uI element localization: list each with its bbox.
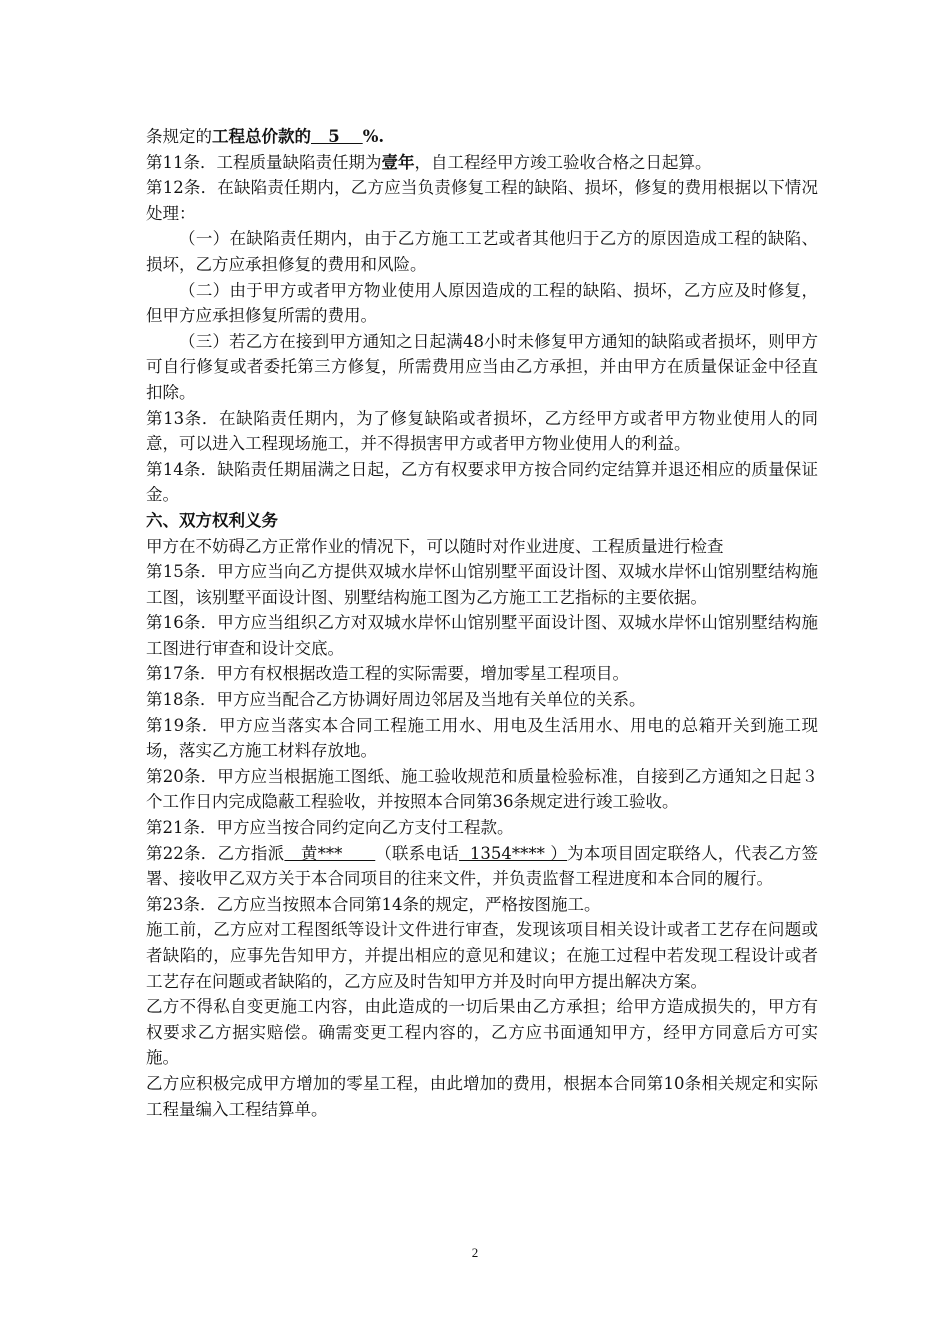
page-number: 2: [471, 1245, 479, 1260]
text: 第11条．工程质量缺陷责任期为: [146, 152, 382, 172]
section-heading-6: 六、双方权利义务: [146, 510, 278, 530]
text: 条规定的: [146, 127, 212, 146]
clause-19: 第19条．甲方应当落实本合同工程施工用水、用电及生活用水、用电的总箱开关到施工现场，落实乙方施工材料存放地。: [146, 715, 818, 761]
text: 第22条．乙方指派: [146, 843, 285, 863]
text: ，自工程经甲方竣工验收合格之日起算。: [414, 152, 712, 172]
clause-15: 第15条．甲方应当向乙方提供双城水岸怀山馆别墅平面设计图、双城水岸怀山馆别墅结构施工图，该别墅平面设计图、别墅结构施工图为乙方施工工艺指标的主要依据。: [146, 562, 818, 607]
clause-23-para-3: 乙方应积极完成甲方增加的零星工程，由此增加的费用，根据本合同第10条相关规定和实际工程量编入工程结算单。: [146, 1073, 818, 1119]
clause-22: [146, 841, 818, 892]
contact-name: 黄***: [284, 843, 376, 863]
section-6-intro: 甲方在不妨碍乙方正常作业的情况下，可以随时对作业进度、工程质量进行检查: [146, 536, 724, 556]
text: （联系电话: [375, 843, 459, 863]
percent-sign: %.: [362, 127, 385, 146]
clause-12-item-1: （一）在缺陷责任期内，由于乙方施工工艺或者其他归于乙方的原因造成工程的缺陷、损坏，乙方应承担修复的费用和风险。: [146, 229, 818, 274]
clause-23: 第23条．乙方应当按照本合同第14条的规定，严格按图施工。: [146, 894, 601, 914]
clause-23-para-1: 施工前，乙方应对工程图纸等设计文件进行审查，发现该项目相关设计或者工艺存在问题或者缺陷的，应事先告知甲方，并提出相应的意见和建议；在施工过程中若发现工程设计或者工艺存在问题或者缺陷的，乙方应及时告知甲方并及时向甲方提出解决方案。: [146, 920, 818, 991]
clause-17: 第17条．甲方有权根据改造工程的实际需要，增加零星工程项目。: [146, 664, 629, 684]
clause-12-item-3: （三）若乙方在接到甲方通知之日起满48小时未修复甲方通知的缺陷或者损坏，则甲方可自行修复或者委托第三方修复，所需费用应当由乙方承担，并由甲方在质量保证金中径直扣除。: [146, 331, 818, 402]
clause-20: 第20条．甲方应当根据施工图纸、施工验收规范和质量检验标准，自接到乙方通知之日起３个工作日内完成隐蔽工程验收，并按照本合同第36条规定进行竣工验收。: [146, 766, 818, 812]
document-body: [146, 124, 818, 1122]
clause-11: [146, 150, 818, 176]
clause-12-item-2: （二）由于甲方或者甲方物业使用人原因造成的工程的缺陷、损坏，乙方应及时修复，但甲方应承担修复所需的费用。: [146, 280, 818, 326]
clause-18: 第18条．甲方应当配合乙方协调好周边邻居及当地有关单位的关系。: [146, 690, 646, 710]
clause-16: 第16条．甲方应当组织乙方对双城水岸怀山馆别墅平面设计图、双城水岸怀山馆别墅结构施工图进行审查和设计交底。: [146, 613, 818, 658]
clause-13: 第13条．在缺陷责任期内，为了修复缺陷或者损坏，乙方经甲方或者甲方物业使用人的同意，可以进入工程现场施工，并不得损害甲方或者甲方物业使用人的利益。: [146, 408, 818, 454]
clause-12: 第12条．在缺陷责任期内，乙方应当负责修复工程的缺陷、损坏，修复的费用根据以下情况处理：: [146, 178, 818, 223]
text: 为本项目固定联络人，代表乙方签署、接收甲乙双方关于本合同项目的往来文件，并负责监督工程进度和本合同的履行。: [146, 843, 819, 889]
clause-10-tail: [146, 124, 818, 150]
clause-23-para-2: 乙方不得私自变更施工内容，由此造成的一切后果由乙方承担；给甲方造成损失的，甲方有权要求乙方据实赔偿。确需变更工程内容的，乙方应书面通知甲方，经甲方同意后方可实施。: [146, 997, 818, 1068]
bold-text: 工程总价款的: [212, 127, 311, 146]
contact-phone: 1354**** ）: [458, 843, 568, 863]
percent-value: 5: [311, 127, 363, 146]
warranty-period: 壹年: [381, 152, 415, 172]
clause-14: 第14条．缺陷责任期届满之日起，乙方有权要求甲方按合同约定结算并退还相应的质量保证金。: [146, 459, 818, 505]
clause-21: 第21条．甲方应当按合同约定向乙方支付工程款。: [146, 818, 514, 838]
